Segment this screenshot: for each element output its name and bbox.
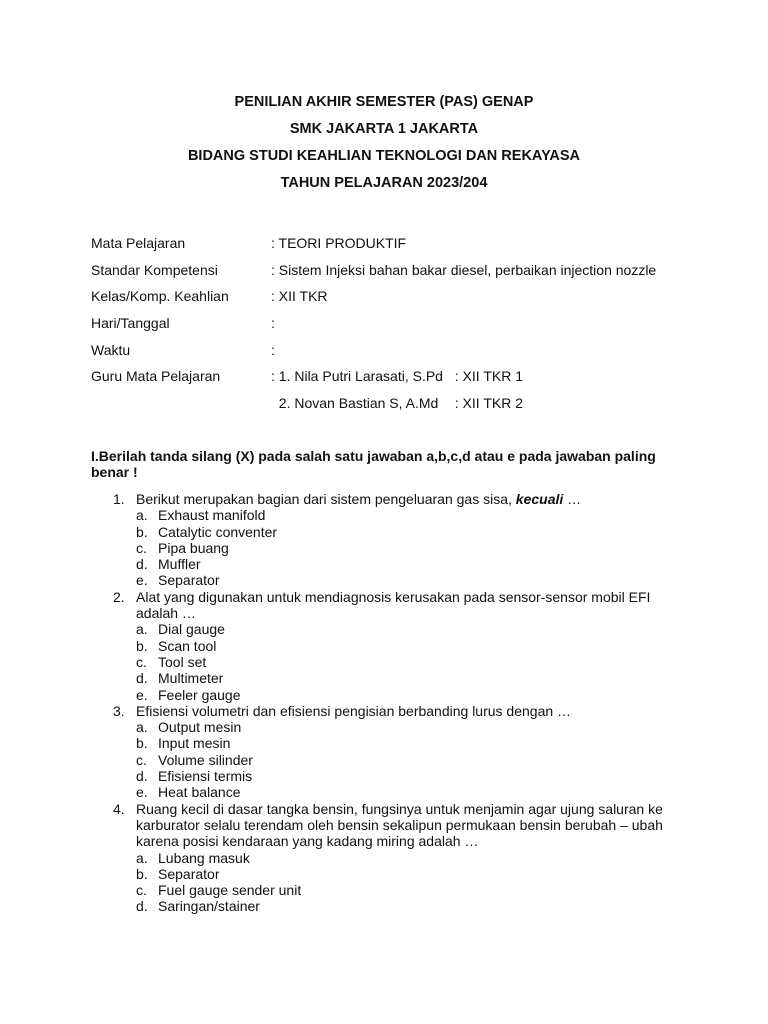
answer-option (136, 654, 671, 670)
option-letter: d. (136, 556, 148, 573)
info-label: Guru Mata Pelajaran (91, 368, 221, 385)
question-number: 3. (113, 702, 125, 719)
question-emphasis: kecuali (515, 491, 564, 507)
option-letter: e. (136, 686, 148, 703)
question-list (91, 491, 671, 915)
teacher-prefix: : (271, 368, 279, 385)
option-text: Feeler gauge (158, 686, 241, 703)
answer-option (136, 850, 671, 866)
answer-option (136, 524, 671, 540)
question-text-main: Berikut merupakan bagian dari sistem pengeluaran gas sisa, (136, 491, 516, 507)
option-letter: d. (136, 670, 148, 687)
teacher-name: 1. Nila Putri Larasati, S.Pd (278, 368, 443, 385)
question-text (136, 491, 671, 507)
answer-option (136, 556, 671, 572)
answer-option (136, 735, 671, 751)
info-label: Hari/Tanggal (91, 315, 170, 332)
option-text: Fuel gauge sender unit (158, 882, 302, 899)
teacher-class: : XII TKR 2 (454, 395, 523, 412)
header-line-school: SMK JAKARTA 1 JAKARTA (289, 121, 479, 137)
option-letter: e. (136, 572, 148, 589)
option-text: Exhaust manifold (158, 507, 266, 524)
option-letter: a. (136, 621, 148, 638)
option-letter: c. (136, 653, 147, 670)
info-label: Waktu (91, 341, 131, 358)
question-text: Efisiensi volumetri dan efisiensi pengisian berbanding lurus dengan … (136, 702, 572, 719)
option-text: Volume silinder (158, 751, 253, 768)
answer-option (136, 768, 671, 784)
option-letter: d. (136, 768, 148, 785)
info-value: : (271, 341, 275, 358)
option-text: Efisiensi termis (158, 768, 253, 785)
info-value: : TEORI PRODUKTIF (271, 235, 407, 251)
info-label: Kelas/Komp. Keahlian (91, 288, 229, 305)
option-text: Pipa buang (158, 539, 229, 556)
option-text: Separator (158, 572, 220, 589)
option-letter: e. (136, 784, 148, 801)
option-letter: a. (136, 507, 148, 524)
answer-option (136, 784, 671, 800)
question-item (91, 703, 671, 801)
option-text: Saringan/stainer (158, 898, 260, 915)
answer-option (136, 540, 671, 556)
option-text: Separator (158, 865, 220, 882)
info-value: : Sistem Injeksi bahan bakar diesel, perbaikan injection nozzle (271, 261, 657, 278)
option-text: Muffler (158, 556, 201, 573)
answer-option (136, 866, 671, 882)
answer-option (136, 507, 671, 523)
option-text: Dial gauge (158, 621, 225, 638)
question-text: Ruang kecil di dasar tangka bensin, fungsinya untuk menjamin agar ujung saluran ke karburator selalu terendam oleh bensin sekalipun permukaan bensin berubah – ubah karena posisi kendaraan yang kadang miring adalah … (136, 800, 663, 850)
option-text: Catalytic conventer (158, 523, 278, 540)
instructions-text: I.Berilah tanda silang (X) pada salah satu jawaban a,b,c,d atau e pada jawaban paling benar ! (91, 448, 656, 480)
header-line-exam: PENILIAN AKHIR SEMESTER (PAS) GENAP (234, 94, 534, 110)
teacher-entry (271, 395, 523, 412)
header-line-year: TAHUN PELAJARAN 2023/204 (280, 175, 488, 191)
question-item (91, 801, 671, 915)
option-letter: c. (136, 751, 147, 768)
answer-option (136, 572, 671, 588)
teacher-class: : XII TKR 1 (454, 368, 523, 385)
answer-option (136, 898, 671, 914)
option-text: Input mesin (158, 735, 231, 752)
info-label: Standar Kompetensi (91, 261, 218, 278)
document-header (0, 92, 768, 200)
answer-option (136, 687, 671, 703)
answer-option (136, 638, 671, 654)
answer-option (136, 621, 671, 637)
option-letter: b. (136, 865, 148, 882)
answer-option (136, 670, 671, 686)
answer-option (136, 882, 671, 898)
question-item (91, 589, 671, 703)
option-text: Lubang masuk (158, 849, 250, 866)
teacher-name: 2. Novan Bastian S, A.Md (278, 395, 439, 412)
option-text: Scan tool (158, 637, 217, 654)
answer-option (136, 719, 671, 735)
option-text: Tool set (158, 653, 207, 670)
question-text: Alat yang digunakan untuk mendiagnosis kerusakan pada sensor-sensor mobil EFI adalah … (136, 588, 651, 622)
question-text-after: … (563, 491, 582, 507)
option-letter: a. (136, 719, 148, 736)
option-letter: a. (136, 849, 148, 866)
question-number: 4. (113, 800, 125, 817)
option-letter: b. (136, 735, 148, 752)
option-letter: c. (136, 882, 147, 899)
info-value: : XII TKR (271, 288, 328, 305)
answer-option (136, 752, 671, 768)
option-letter: b. (136, 523, 148, 540)
info-value: : (271, 315, 275, 332)
teacher-entry (271, 368, 523, 385)
header-line-field: BIDANG STUDI KEAHLIAN TEKNOLOGI DAN REKAYASA (187, 148, 581, 164)
option-letter: b. (136, 637, 148, 654)
question-number: 2. (113, 588, 125, 605)
question-number: 1. (113, 491, 125, 507)
question-item (91, 491, 671, 589)
option-text: Output mesin (158, 719, 242, 736)
option-letter: c. (136, 539, 147, 556)
teacher-prefix (271, 395, 279, 412)
option-text: Heat balance (158, 784, 241, 801)
option-text: Multimeter (158, 670, 224, 687)
info-label: Mata Pelajaran (91, 235, 186, 251)
option-letter: d. (136, 898, 148, 915)
